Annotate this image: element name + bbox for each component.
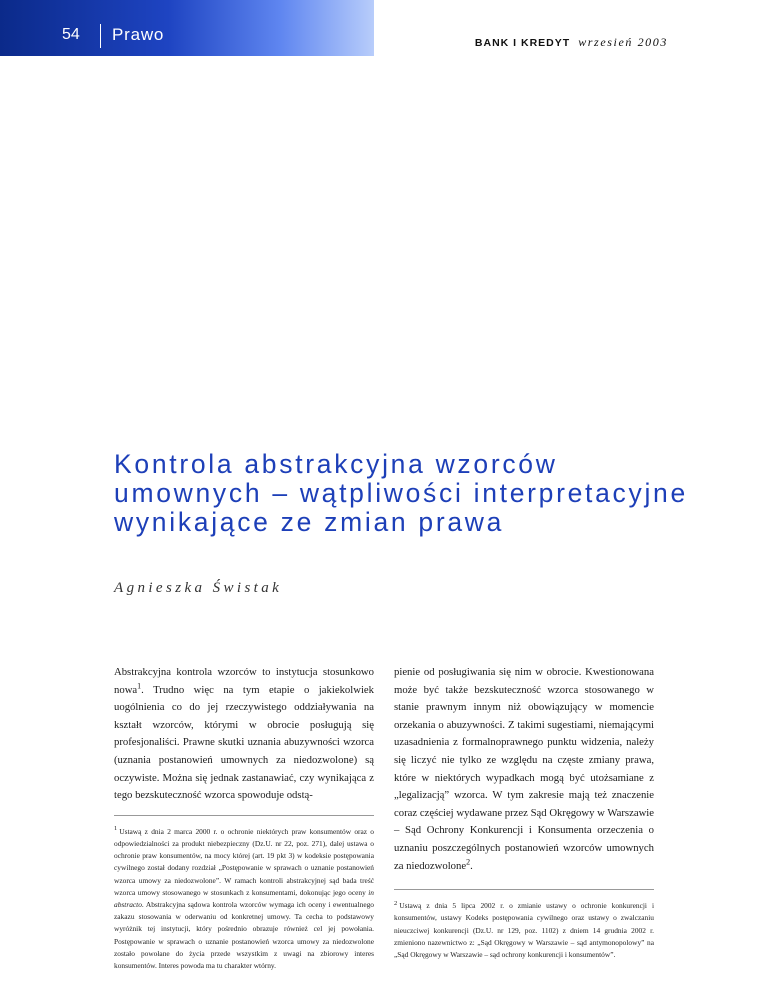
footnote-text: . Abstrakcyjna sądowa kontrola wzorców wymaga ich oceny i ewentualnego zakazu stosowania w oderwaniu od konkretnej umowy. Ta cecha to podstawowy wyróżnik tej instytucji, który pośrednio obrazuje również cel jej powołania. Postępowanie w sprawach o uznanie postanowień wzorca umowy za niedozwolone zostało powołane do życia przede wszystkim z uwagi na zbiorowy interes konsumentów. Interes powoda ma tu charakter wtórny. bbox=[114, 899, 374, 970]
issue-date: wrzesień 2003 bbox=[578, 35, 668, 49]
running-head bbox=[475, 33, 668, 51]
paragraph-text: . Trudno więc na tym etapie o jakiekolwiek uogólnienia co do jej rzeczywistego oddziaływania na kształt wzorców, którymi w obrocie posługują się profesjonaliści. Prawne skutki uznania abuzywności wzorca (uznania postanowień umownych za niedozwolone) są oczywiste. Można się jednak zastanawiać, czy wynikająca z tego bezskuteczność wzorca spowoduje odstą- bbox=[114, 683, 374, 802]
left-column bbox=[114, 664, 374, 972]
body-paragraph bbox=[394, 664, 654, 875]
paragraph-text: Abstrakcyjna kontrola wzorców to instytucja stosunkowo nowa bbox=[114, 666, 374, 696]
section-name: Prawo bbox=[112, 25, 165, 44]
footnote-text: Ustawą z dnia 5 lipca 2002 r. o zmianie ustawy o ochronie konkurencji i konsumentów, ustawy Kodeks postępowania cywilnego oraz ustawy o zwalczaniu nieuczciwej konkurencji (Dz.U. nr 129, poz. 1102) z dniem 14 grudnia 2002 r. zmieniono nazewnictwo z: „Sąd Okręgowy w Warszawie – sąd antymonopolowy” na „Sąd Okręgowy w Warszawie – sąd ochrony konkurencji i konsumentów”. bbox=[394, 901, 654, 959]
footnote-divider bbox=[394, 889, 654, 890]
footnote-text: Ustawą z dnia 2 marca 2000 r. o ochronie niektórych praw konsumentów oraz o odpowiedzialności za produkt niebezpieczny (Dz.U. nr 22, poz. 271), dalej ustawa o ochronie praw konsumentów, na mocy której (art. 19 pkt 3) w kodeksie postępowania cywilnego został dodany rozdział „Postępowanie w sprawach o uznanie postanowień wzorca umowy za niedozwolone”. W ramach kontroli abstrakcyjnej sąd bada treść wzorca umowy stosowanego w stosunkach z konsumentami, dokonując jego oceny bbox=[114, 826, 374, 897]
footnote-2 bbox=[394, 900, 654, 961]
footnote-reference-1: 1 bbox=[137, 681, 142, 691]
body-paragraph bbox=[114, 664, 374, 805]
header-divider bbox=[100, 24, 101, 48]
right-column bbox=[394, 664, 654, 961]
footnote-divider bbox=[114, 815, 374, 816]
footnote-reference-2: 2 bbox=[466, 856, 471, 866]
footnote-number: 2 bbox=[394, 899, 398, 907]
paragraph-end: . bbox=[470, 859, 473, 872]
article-author: Agnieszka Świstak bbox=[114, 580, 283, 596]
journal-name: BANK I KREDYT bbox=[474, 37, 571, 49]
article-title: Kontrola abstrakcyjna wzorców umownych – wątpliwości interpretacyjne wynikające ze zmian prawa bbox=[114, 449, 688, 537]
paragraph-text: pienie od posługiwania się nim w obrocie. Kwestionowana może być także bezskuteczność wzorca stosowanego w stanie prawnym innym niż obowiązujący w momencie orzekania o abuzywności. Z takimi sugestiami, niemającymi uzasadnienia z formalnoprawnego punktu widzenia, należy się liczyć nie tylko ze względu na częste zmiany prawa, które w niektórych wypadkach mogą być utożsamiane z „legalizacją” wzorca. W tym zakresie mają też znaczenie coraz częściej wydawane przez Sąd Okręgowy w Warszawie – Sąd Ochrony Konkurencji i Konsumenta orzeczenia o uznaniu poszczególnych postanowień wzorców umownych za niedozwolone bbox=[394, 666, 654, 872]
header-band bbox=[0, 0, 374, 56]
footnote-1 bbox=[114, 826, 374, 972]
footnote-number: 1 bbox=[114, 825, 118, 833]
footnote-italic-text: in abstracto bbox=[114, 887, 374, 909]
page-number: 54 bbox=[62, 26, 80, 43]
